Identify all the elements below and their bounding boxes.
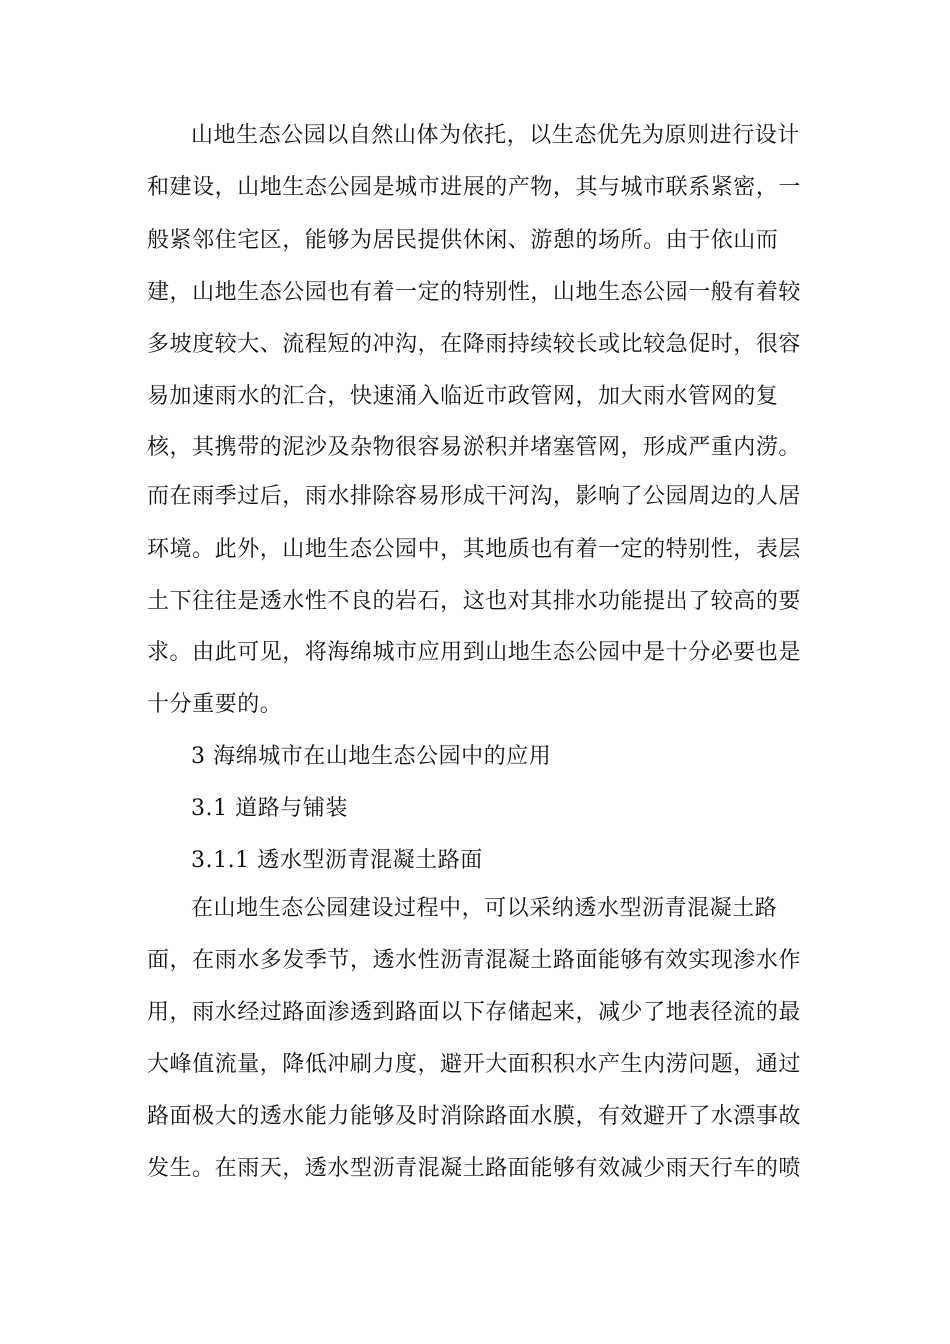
paragraph-line: 十分重要的。 xyxy=(147,692,283,717)
paragraph-line: 大峰值流量，降低冲刷力度，避开大面积积水产生内涝问题，通过 xyxy=(147,1052,801,1077)
paragraph-line: 山地生态公园以自然山体为依托，以生态优先为原则进行设计 xyxy=(191,123,800,148)
paragraph-line: 般紧邻住宅区，能够为居民提供休闲、游憩的场所。由于依山而 xyxy=(147,228,779,253)
paragraph-line: 建，山地生态公园也有着一定的特别性，山地生态公园一般有着较 xyxy=(147,280,801,305)
paragraph-line: 土下往往是透水性不良的岩石，这也对其排水功能提出了较高的要 xyxy=(147,589,801,614)
subsubsection-heading: 3.1.1 透水型沥青混凝土路面 xyxy=(191,848,483,873)
section-heading: 3 海绵城市在山地生态公园中的应用 xyxy=(191,744,552,769)
paragraph-line: 面，在雨水多发季节，透水性沥青混凝土路面能够有效实现渗水作 xyxy=(147,948,801,973)
paragraph-line: 路面极大的透水能力能够及时消除路面水膜，有效避开了水漂事故 xyxy=(147,1104,801,1129)
paragraph-line: 易加速雨水的汇合，快速涌入临近市政管网，加大雨水管网的复 xyxy=(147,384,779,409)
paragraph-line: 核，其携带的泥沙及杂物很容易淤积并堵塞管网，形成严重内涝。 xyxy=(147,435,801,460)
subsection-heading: 3.1 道路与铺装 xyxy=(191,796,348,821)
paragraph-line: 环境。此外，山地生态公园中，其地质也有着一定的特别性，表层 xyxy=(147,537,801,562)
paragraph-line: 和建设，山地生态公园是城市进展的产物，其与城市联系紧密，一 xyxy=(147,175,801,200)
paragraph-line: 用，雨水经过路面渗透到路面以下存储起来，减少了地表径流的最 xyxy=(147,1000,801,1025)
paragraph-line: 在山地生态公园建设过程中，可以采纳透水型沥青混凝土路 xyxy=(191,896,778,921)
paragraph-line: 多坡度较大、流程短的冲沟，在降雨持续较长或比较急促时，很容 xyxy=(147,332,801,357)
paragraph-line: 而在雨季过后，雨水排除容易形成干河沟，影响了公园周边的人居 xyxy=(147,484,801,509)
paragraph-line: 求。由此可见，将海绵城市应用到山地生态公园中是十分必要也是 xyxy=(147,640,801,665)
paragraph-line: 发生。在雨天，透水型沥青混凝土路面能够有效减少雨天行车的喷 xyxy=(147,1156,801,1181)
